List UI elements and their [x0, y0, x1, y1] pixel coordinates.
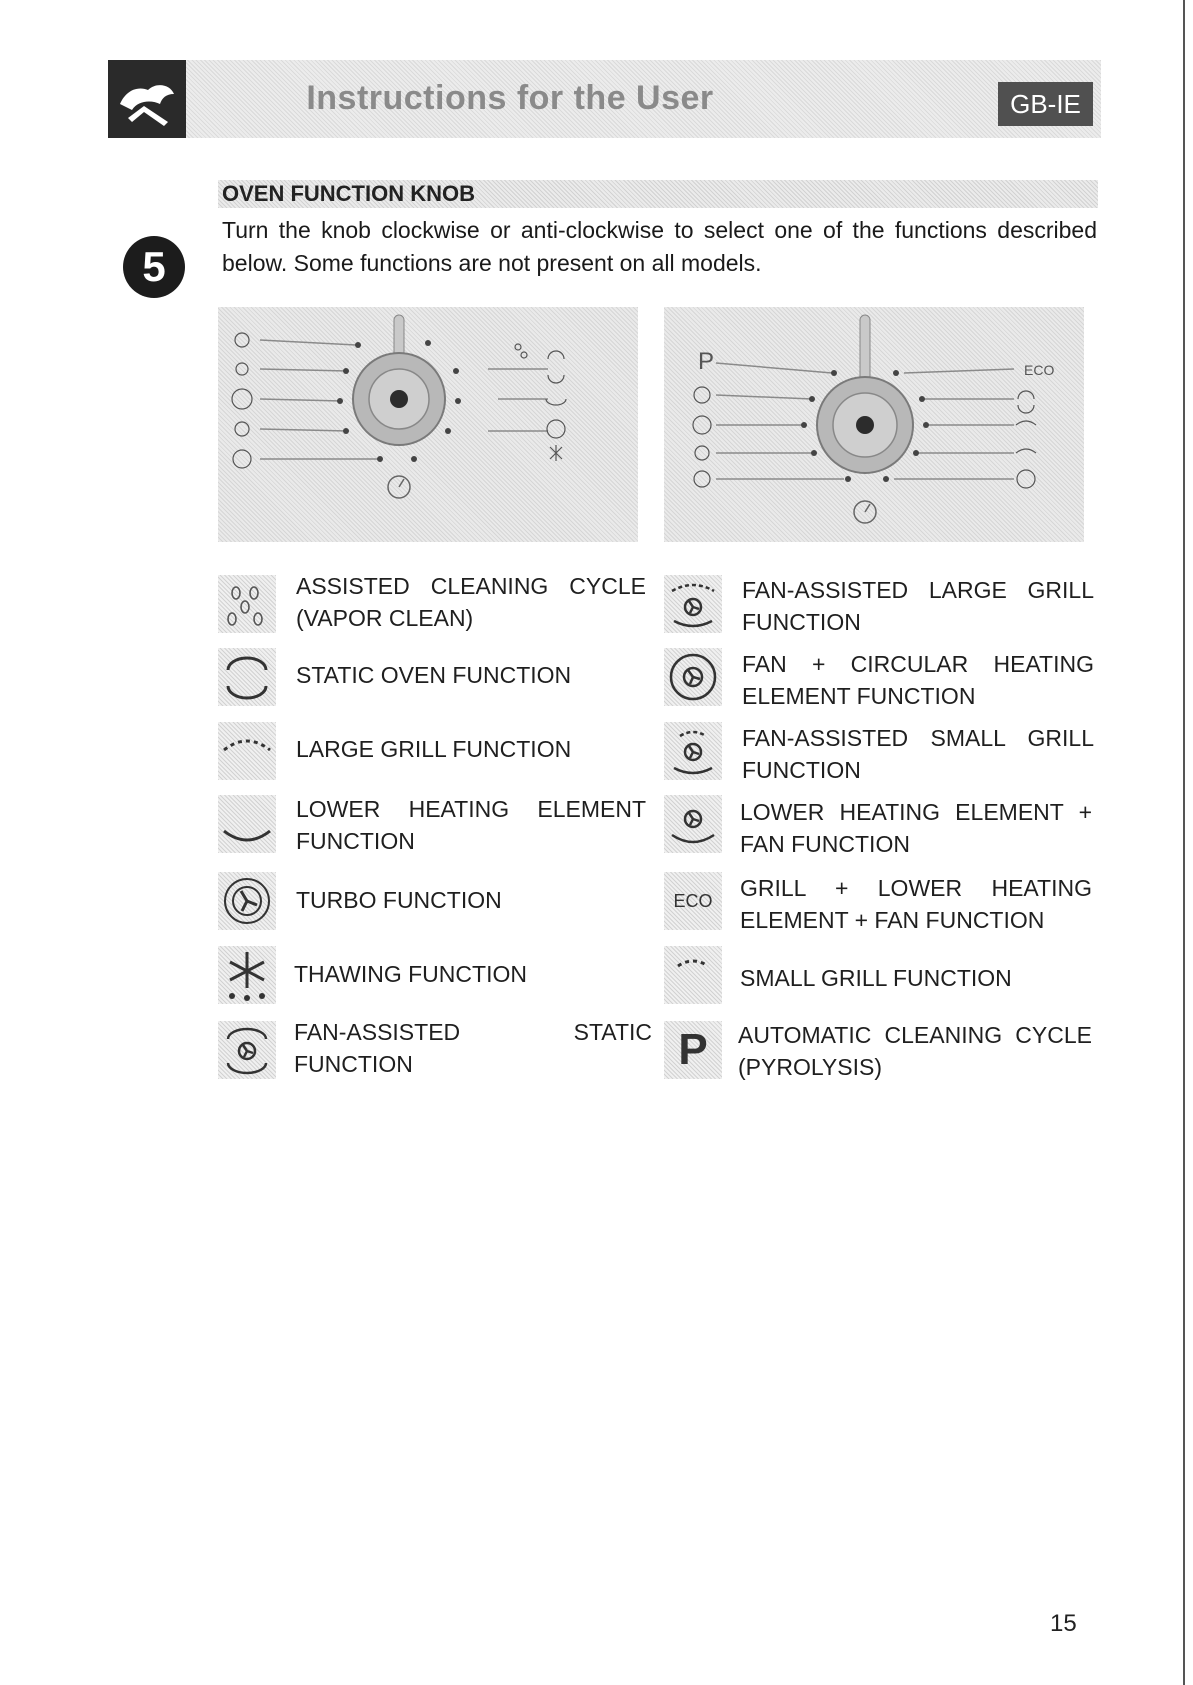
function-label-7a: FAN-ASSISTED: [294, 1019, 461, 1045]
eco-icon-label: ECO: [673, 891, 713, 911]
section-title: OVEN FUNCTION KNOB: [218, 180, 1098, 208]
function-label-r6: SMALL GRILL FUNCTION: [740, 965, 1012, 991]
function-label-r4b: FAN FUNCTION: [740, 831, 910, 857]
function-label-r7a: AUTOMATIC CLEANING CYCLE: [738, 1022, 1092, 1048]
knob-diagram-left: [218, 307, 638, 542]
function-label-r3b: FUNCTION: [742, 757, 861, 783]
pyrolysis-icon-label: P: [678, 1025, 708, 1074]
function-label-4b: FUNCTION: [296, 828, 415, 854]
turbo-icon: [218, 872, 276, 930]
page-number: 15: [1050, 1610, 1077, 1637]
function-label-r2b: ELEMENT FUNCTION: [742, 683, 976, 709]
function-label-r1b: FUNCTION: [742, 609, 861, 635]
function-label-4a: LOWER HEATING ELEMENT: [296, 796, 646, 822]
function-label-7b: STATIC: [573, 1019, 652, 1045]
page-header-title: Instructions for the User: [306, 79, 714, 117]
timer-icon: [388, 476, 410, 498]
vapor-clean-icon: [218, 575, 276, 633]
panel-label-eco: ECO: [1024, 362, 1055, 378]
static-oven-icon: [218, 648, 276, 706]
fan-large-grill-icon: [664, 575, 722, 633]
function-label-r2a: FAN + CIRCULAR HEATING: [742, 651, 1094, 677]
function-label-r5b: ELEMENT + FAN FUNCTION: [740, 907, 1045, 933]
function-label-r7b: (PYROLYSIS): [738, 1054, 882, 1080]
pyrolysis-icon: [664, 1021, 722, 1079]
large-grill-icon: [218, 722, 276, 780]
knob-diagram-right: [664, 307, 1084, 542]
function-label-5: TURBO FUNCTION: [296, 887, 502, 913]
eco-icon: [664, 872, 722, 930]
fan-circular-icon: [664, 648, 722, 706]
small-grill-icon: [664, 946, 722, 1004]
function-label-7c: FUNCTION: [294, 1051, 413, 1077]
intro-paragraph: Turn the knob clockwise or anti-clockwise to select one of the functions described below. Some functions are not present on all models.: [222, 217, 1097, 276]
step-number-badge: 5: [123, 236, 185, 298]
knob-panel-right: [664, 307, 1084, 542]
thawing-icon: [218, 946, 276, 1004]
brand-logo: [108, 60, 186, 138]
function-label-1b: (VAPOR CLEAN): [296, 605, 474, 631]
fan-static-icon: [218, 1021, 276, 1079]
function-label-r5a: GRILL + LOWER HEATING: [740, 875, 1092, 901]
function-label-r1a: FAN-ASSISTED LARGE GRILL: [742, 577, 1094, 603]
lower-element-icon: [218, 795, 276, 853]
timer-icon-right: [854, 501, 876, 523]
function-label-r4a: LOWER HEATING ELEMENT +: [740, 799, 1092, 825]
language-badge: GB-IE: [998, 82, 1093, 126]
knob-panel-left: [218, 307, 638, 542]
lower-fan-icon: [664, 795, 722, 853]
function-label-r3a: FAN-ASSISTED SMALL GRILL: [742, 725, 1094, 751]
fan-small-grill-icon: [664, 722, 722, 780]
function-label-2: STATIC OVEN FUNCTION: [296, 662, 572, 688]
function-label-3: LARGE GRILL FUNCTION: [296, 736, 572, 762]
function-label-1a: ASSISTED CLEANING CYCLE: [296, 573, 646, 599]
function-label-6: THAWING FUNCTION: [294, 961, 527, 987]
page-edge-line: [1183, 0, 1185, 1685]
panel-label-p: P: [698, 348, 715, 375]
